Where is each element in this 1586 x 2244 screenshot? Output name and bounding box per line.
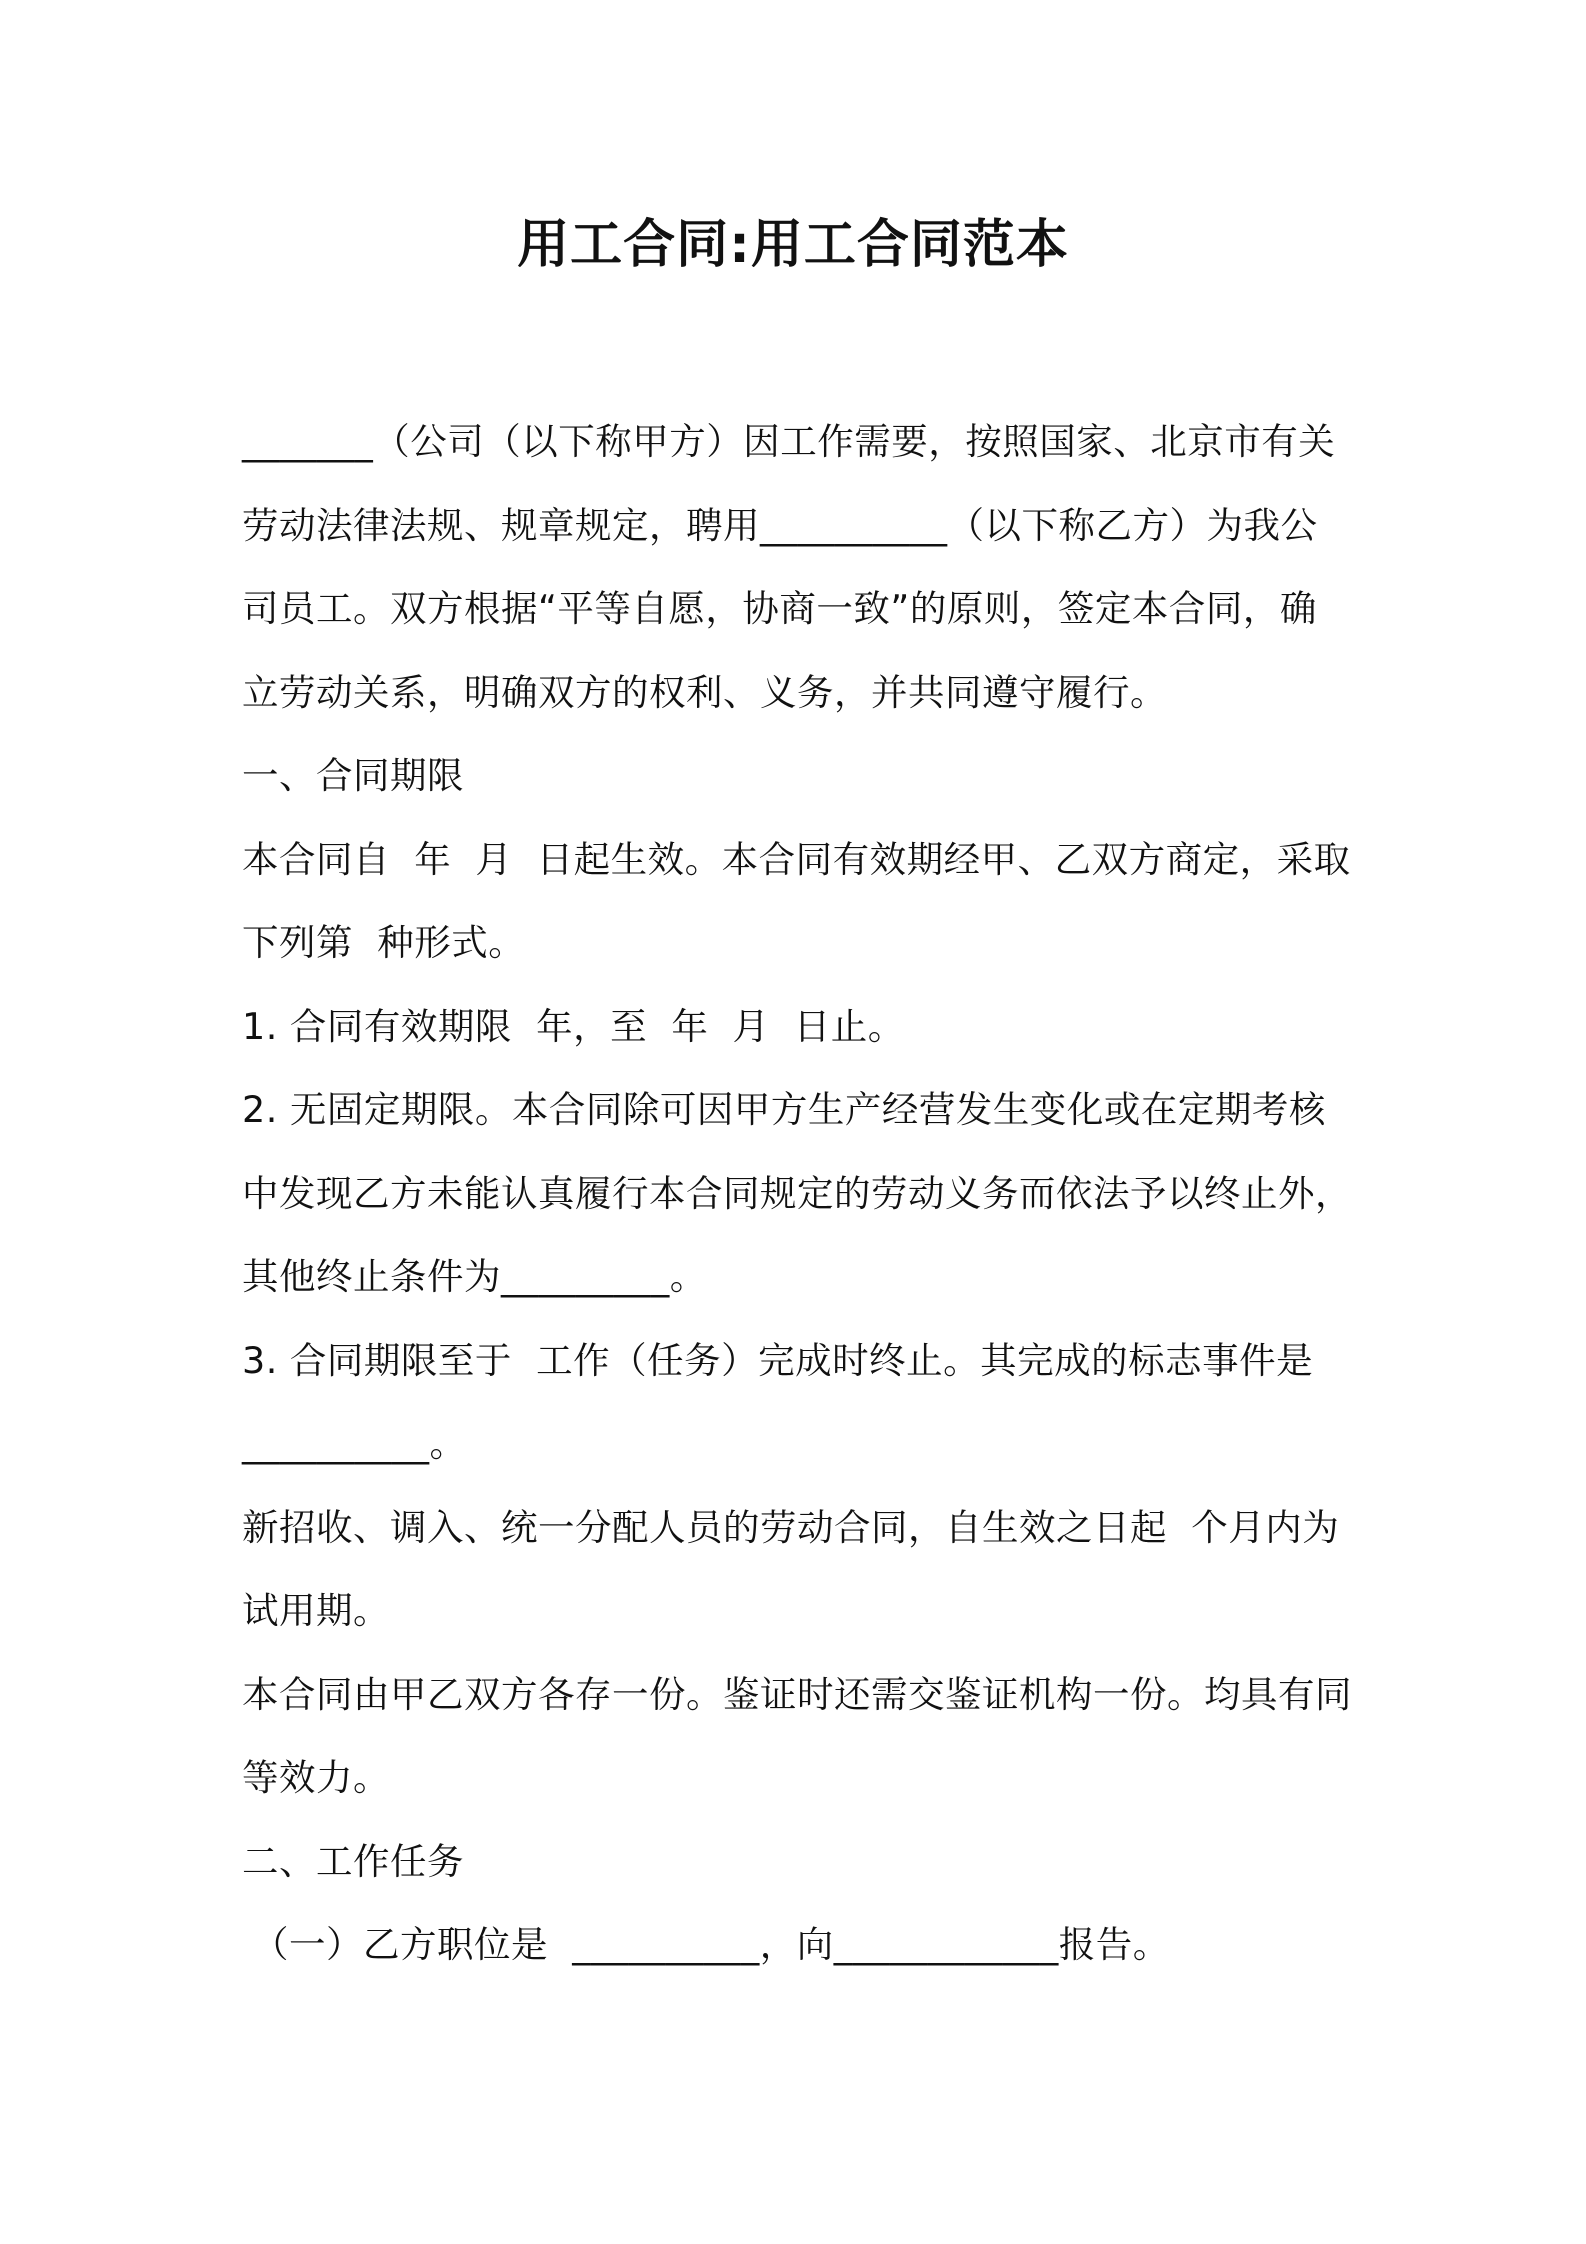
paragraph-line-6: 本合同自 年 月 日起生效。本合同有效期经甲、乙双方商定，采取 <box>242 837 1351 881</box>
section-heading-contract-term: 一、合同期限 <box>242 754 464 797</box>
list-item-2-cont-2: 其他终止条件为_________。 <box>242 1255 707 1298</box>
list-item-2: 2. 无固定期限。本合同除可因甲方生产经营发生变化或在定期考核 <box>242 1088 1326 1131</box>
paragraph-position: （一）乙方职位是 __________，向____________报告。 <box>252 1923 1170 1966</box>
list-item-2-cont: 中发现乙方未能认真履行本合同规定的劳动义务而依法予以终止外， <box>242 1171 1352 1215</box>
paragraph-probation-cont: 试用期。 <box>242 1589 390 1632</box>
paragraph-copies-cont: 等效力。 <box>242 1756 390 1799</box>
section-heading-work-tasks: 二、工作任务 <box>242 1839 464 1883</box>
list-item-1: 1. 合同有效期限 年，至 年 月 日止。 <box>242 1004 905 1048</box>
paragraph-line-3: 司员工。双方根据“平等自愿，协商一致”的原则，签定本合同，确 <box>242 587 1317 630</box>
paragraph-probation: 新招收、调入、统一分配人员的劳动合同，自生效之日起 个月内为 <box>242 1505 1340 1549</box>
paragraph-line-7: 下列第 种形式。 <box>242 921 526 964</box>
paragraph-line-2: 劳动法律法规、规章规定，聘用__________（以下称乙方）为我公 <box>242 503 1318 547</box>
document-body <box>242 400 1352 1987</box>
document-title: 用工合同:用工合同范本 <box>517 215 1069 275</box>
list-item-3: 3. 合同期限至于 工作（任务）完成时终止。其完成的标志事件是 <box>242 1338 1314 1382</box>
paragraph-copies: 本合同由甲乙双方各存一份。鉴证时还需交鉴证机构一份。均具有同 <box>242 1672 1352 1716</box>
paragraph-line-1: _______（公司（以下称甲方）因工作需要，按照国家、北京市有关 <box>242 420 1336 463</box>
paragraph-line-4: 立劳动关系，明确双方的权利、义务，并共同遵守履行。 <box>242 670 1167 714</box>
list-item-3-cont: __________。 <box>242 1422 467 1465</box>
